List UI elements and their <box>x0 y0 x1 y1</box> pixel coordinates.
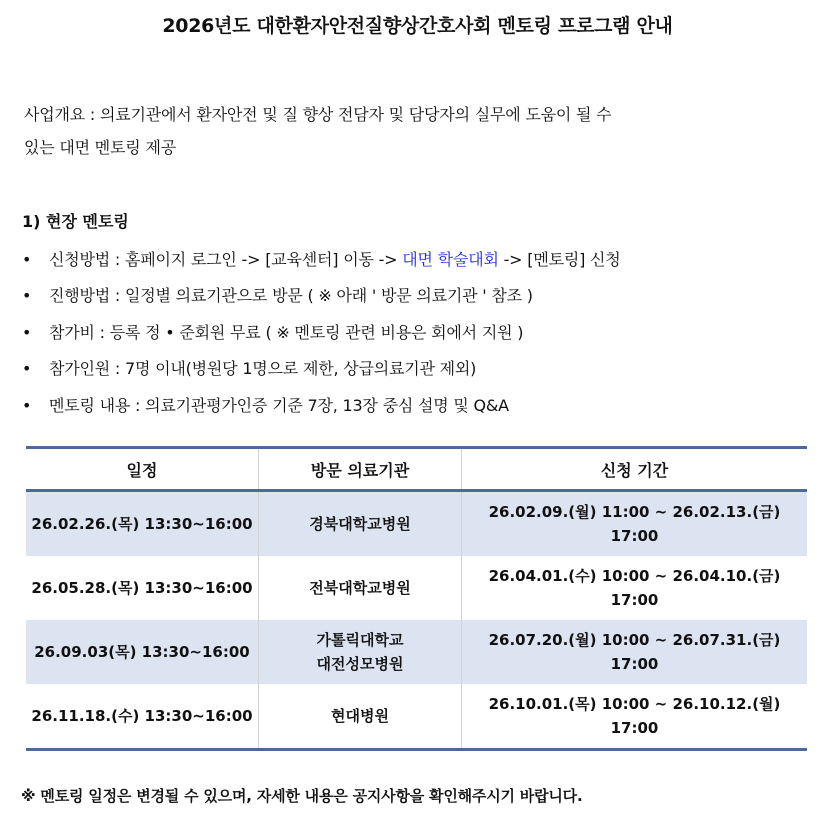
header-schedule: 일정 <box>26 448 259 491</box>
table-row <box>26 684 807 750</box>
hospital-name: 경북대학교병원 <box>309 515 411 533</box>
bullet-text: 참가비 : 등록 정 • 준회원 무료 ( ※ 멘토링 관련 비용은 회에서 지원 ) <box>49 322 524 342</box>
bullet-text: -> [멘토링] 신청 <box>498 250 621 269</box>
schedule-cell: 26.11.18.(수) 13:30~16:00 <box>31 707 253 725</box>
table-row <box>26 556 807 620</box>
schedule-cell: 26.02.26.(목) 13:30~16:00 <box>26 491 259 557</box>
hospital-name: 가톨릭대학교 <box>316 631 404 649</box>
bullet-dot-icon: • <box>22 250 32 269</box>
section-title: 1) 현장 멘토링 <box>22 212 129 231</box>
overview-paragraph <box>24 98 814 164</box>
bullet-item-capacity <box>22 352 621 388</box>
hospital-cell <box>259 556 462 620</box>
academic-conference-link[interactable]: 대면 학술대회 <box>402 250 499 269</box>
hospital-name: 현대병원 <box>331 707 389 725</box>
period-cell: 26.02.09.(월) 11:00 ~ 26.02.13.(금) 17:00 <box>462 491 808 557</box>
hospital-name-line-2: 대전성모병원 <box>316 655 404 673</box>
bullet-text: 진행방법 : 일정별 의료기관으로 방문 ( ※ 아래 ' 방문 의료기관 ' 참조 ) <box>49 286 533 306</box>
bullet-item-fee <box>22 316 621 352</box>
header-hospital: 방문 의료기관 <box>259 448 462 491</box>
table-row <box>26 491 807 557</box>
period-cell: 26.04.01.(수) 10:00 ~ 26.04.10.(금) 17:00 <box>462 556 808 620</box>
bullet-dot-icon: • <box>22 286 32 306</box>
hospital-cell <box>259 684 462 750</box>
info-bullet-list <box>22 243 621 425</box>
schedule-cell: 26.09.03(목) 13:30~16:00 <box>26 620 259 684</box>
bullet-dot-icon: • <box>22 359 32 379</box>
hospital-name: 전북대학교병원 <box>309 579 411 597</box>
period-cell: 26.10.01.(목) 10:00 ~ 26.10.12.(월) 17:00 <box>462 684 808 750</box>
bullet-text: 신청방법 : 홈페이지 로그인 -> [교육센터] 이동 -> <box>49 250 403 269</box>
schedule-table <box>26 446 807 751</box>
bullet-dot-icon: • <box>22 395 32 415</box>
table-header-row <box>26 448 807 491</box>
hospital-cell <box>259 620 462 684</box>
table-row <box>26 620 807 684</box>
page-title: 2026년도 대한환자안전질향상간호사회 멘토링 프로그램 안내 <box>162 15 673 37</box>
bullet-item-application-method <box>22 243 621 279</box>
schedule-cell: 26.05.28.(목) 13:30~16:00 <box>31 579 253 597</box>
bullet-dot-icon: • <box>22 322 32 342</box>
period-cell: 26.07.20.(월) 10:00 ~ 26.07.31.(금) 17:00 <box>462 620 808 684</box>
bullet-item-procedure <box>22 279 621 315</box>
overview-line-1: 사업개요 : 의료기관에서 환자안전 및 질 향상 전담자 및 담당자의 실무에 도움이 될 수 <box>24 105 612 124</box>
hospital-cell <box>259 491 462 557</box>
header-application-period: 신청 기간 <box>462 448 808 491</box>
bullet-text: 멘토링 내용 : 의료기관평가인증 기준 7장, 13장 중심 설명 및 Q&A <box>49 395 509 415</box>
notice-text: ※ 멘토링 일정은 변경될 수 있으며, 자세한 내용은 공지사항을 확인해주시기 바랍니다. <box>21 787 583 805</box>
overview-line-2: 있는 대면 멘토링 제공 <box>24 138 176 157</box>
bullet-text: 참가인원 : 7명 이내(병원당 1명으로 제한, 상급의료기관 제외) <box>49 359 477 379</box>
bullet-item-content <box>22 389 621 425</box>
